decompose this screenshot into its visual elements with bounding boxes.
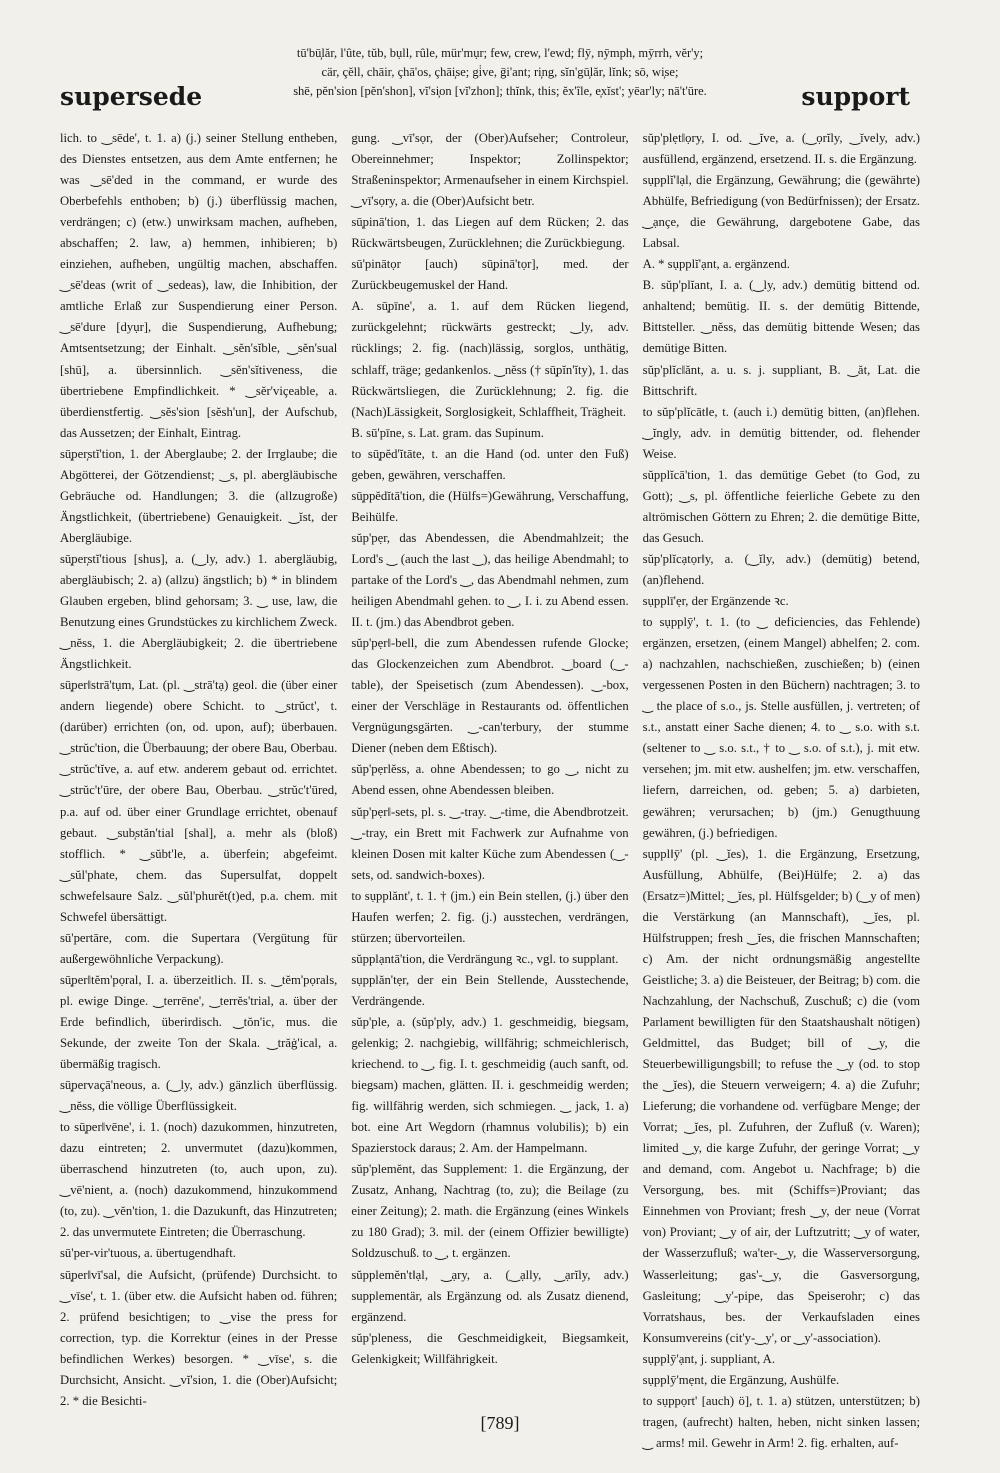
dictionary-entry: to sŭp'plĭcāt‖e, t. (auch i.) demütig bitten, (an)flehen. ‿ĭngly, adv. in demütig bittender, od. flehender Weise.	[642, 404, 920, 461]
dictionary-entry: sū'pertāre, com. die Supertara (Vergütung für außergewöhnliche Verpackung).	[60, 930, 338, 966]
dictionary-entry: to sụpplȳ', t. 1. (to ‿ deficiencies, das Fehlende) ergänzen, ersetzen, (einem Mangel) abhelfen; 2. com. a) nachzahlen, nachschießen, zuschießen; b) (einen vergessenen Posten in den Büchern) nachtragen; 3. to ‿ the place of s.o., js. Stelle ausfüllen, j. vertreten; of s.t., anstatt einer Sache dienen; 4. to ‿ s.o. with s.t. (seltener to ‿ s.o. s.t., † to ‿ s.o. of s.t.), j. mit etw. versehen; jm. mit etw. aushelfen; jm. etw. verschaffen, liefern, darreichen, od. geben; 5. a) darbieten, gewähren; verursachen; b) (jm.) Genugthuung gewähren, (j.) befriedigen.	[642, 615, 920, 840]
dictionary-entry: A. * sụpplĭ'ạnt, a. ergänzend.	[642, 257, 790, 272]
column-left	[60, 128, 337, 1413]
dictionary-entry: to sụpplănt', t. 1. † (jm.) ein Bein stellen, (j.) über den Haufen werfen; 2. fig. (j.) ausstechen, verdrängen, stürzen; übervorteilen.	[351, 888, 629, 945]
dictionary-entry: sŭp'plẹt‖ọry, I. od. ‿ĭve, a. (‿ọrĭly, ‿ĭvely, adv.) ausfüllend, ergänzend, ersetzend. II. s. die Ergänzung.	[642, 131, 920, 167]
column-right	[642, 128, 920, 1450]
dictionary-entry: sū̦per̦stĭ'tion, 1. der Aberglaube; 2. der Irrglaube; die Abgötterei, der Götzendienst; ‿s, pl. abergläubische Gebräuche od. Handlungen; 3. die (allzugroße) Ängstlichkeit, (übertriebene) Genauigkeit. ‿ĭst, der Abergläubige.	[60, 446, 338, 545]
dictionary-entry: sū̦per̦stĭ'tious [shus], a. (‿ly, adv.) 1. abergläubig, abergläubisch; 2. a) (allzu) ängstlich; b) * in blindem Glauben ergeben, blind gehorsam; 3. ‿ use, law, die Benutzung eines Grundstückes zu kirchlichem Zweck. ‿nĕss, 1. die Abergläubigkeit; 2. die übertriebene Ängstlichkeit.	[60, 551, 338, 672]
dictionary-entry: A. sū̦pīne', a. 1. auf dem Rücken liegend, zurückgelehnt; rückwärts gestreckt; ‿ly, adv. rücklings; 2. fig. (nach)lässig, sorglos, unthätig, schlaff, träge; gedankenlos. ‿nĕss († sū̦pĭn'ĭty), 1. das Rückwärtsliegen, die Zurücklehnung; 2. fig. die (Nach)Lässigkeit, Sorglosigkeit, Schlaffheit, Trägheit.	[351, 299, 629, 419]
dictionary-entry: sụpplȳ'ạnt, j. suppliant, A.	[642, 1351, 775, 1366]
dictionary-entry: sū̦ppĕdĭtā'tion, die (Hülfs=)Gewährung, Verschaffung, Beihülfe.	[351, 488, 629, 524]
right-running-headword: support	[801, 82, 910, 111]
dictionary-entry: sŭpplĭcā'tion, 1. das demütige Gebet (to God, zu Gott); ‿s, pl. öffentliche feierliche Gebete zu den altrömischen Göttern zu Ehren; 2. die demütige Bitte, das Gesuch.	[642, 467, 920, 545]
dictionary-entry: sŭp'pẹr‖-bell, die zum Abendessen rufende Glocke; das Glockenzeichen zum Abendbrot. ‿board (‿-table), der Speisetisch (zum Abendessen). ‿-box, einer der Verschläge in Restaurants od. öffentlichen Vergnügungsgärten. ‿-can'terbury, der stumme Diener (neben dem Eßtisch).	[351, 636, 629, 756]
dictionary-entry: lich. to ‿sēde', t. 1. a) (j.) seiner Stellung entheben, des Dienstes entsetzen, aus dem Amte entfernen; he was ‿sē'ded in the command, er wurde des Oberbefehls enthoben; b) (j.) überflüssig machen, verdrängen; c) (etw.) unwirksam machen, aufheben, abschaffen; 2. law, a) hemmen, inhibieren; b) einziehen, aufheben, ungültig machen, abschaffen. ‿sē'deas (writ of ‿sedeas), law, die Inhibition, der amtliche Erlaß zur Suspendierung einer Person. ‿sē'dure [dyụr], die Suspendierung, Aufhebung; Amtsentsetzung; der Einhalt. ‿sĕn'sĭble, ‿sĕn'sual [shū], a. übersinnlich. ‿sĕn'sĭtiveness, die übertriebene Empfindlichkeit. * ‿sĕr'viçeable, a. überdienstfertig. ‿sĕs'sion [sĕsh'un], der Aufschub, das Aussetzen; der Einhalt, Eintrag.	[60, 131, 338, 440]
dictionary-entry: to sū̦per‖vēne', i. 1. (noch) dazukommen, hinzutreten, dazu eintreten; 2. unvermutet (dazu)kommen, überraschend hinzutreten (to, auch upon, zu). ‿vē'nient, a. (noch) dazukommend, hinzukommend (to, zu). ‿vĕn'tion, 1. die Dazukunft, das Hinzutreten; 2. das unvermutete Eintreten; die Überraschung.	[60, 1120, 338, 1240]
dictionary-entry: sū̦per‖tĕm'pọral, I. a. überzeitlich. II. s. ‿tĕm'pọrals, pl. ewige Dinge. ‿terrēne', ‿terrĕs'trial, a. über der Erde befindlich, überirdisch. ‿tŏn'ic, mus. die Sekunde, der zweite Ton der Skala. ‿trăġ'ical, a. übermäßig tragisch.	[60, 972, 338, 1072]
left-running-headword: supersede	[60, 82, 203, 111]
dictionary-entry: sụpplĭ'‖ạl, die Ergänzung, Gewährung; die (gewährte) Abhülfe, Befriedigung (von Bedürfnissen); der Ersatz. ‿ạnçe, die Gewährung, dargebotene Gabe, das Labsal.	[642, 173, 920, 251]
dictionary-entry: sụppl‖ȳ' (pl. ‿ĭes), 1. die Ergänzung, Ersetzung, Ausfüllung, Abhülfe, (Bei)Hülfe; 2. a) das (Ersatz=)Mittel; ‿ĭes, pl. Hülfsgelder; b) (‿y of men) die Verstärkung (an Mannschaft), ‿ĭes, pl. Hülfstruppen; fresh ‿ĭes, die frischen Mannschaften; c) Am. der nicht ordnungsmäßig angestellte Geistliche; 3. a) die Beisteuer, der Beitrag; b) com. die Nachzahlung, der Nachschuß, Zuschuß; c) die (vom Parlament bewilligten für den Staatshaushalt nötigen) Geldmittel, das Budget; bill of ‿y, die Steuerbewilligungsbill; to refuse the ‿y (od. to stop the ‿ĭes), die Steuern verweigern; 4. a) die Zufuhr; Lieferung; die vorhandene od. verfügbare Menge; der Vorrat; ‿ĭes, pl. Zufuhren, der Zufluß (v. Waren); limited ‿y, die karge Zufuhr, der geringe Vorrat; ‿y and demand, com. Angebot u. Nachfrage; b) die Versorgung, bes. mit (Schiffs=)Proviant; das Einnehmen von Proviant; fresh ‿y, der neue (Vorrat von) Proviant; ‿y of air, der Luftzutritt; ‿y of water, der Wasserzufluß; wa'ter-‿y, die Wasserversorgung, Wasserleitung; gas'-‿y, die Gasversorgung, Gasleitung; ‿y'-pipe, das Speiserohr; c) das Vorratshaus, bes. der Verkaufsladen eines Konsumvereins (cit'y-‿y', or ‿y'-association).	[642, 846, 920, 1345]
dictionary-entry: sụpplȳ'mẹnt, die Ergänzung, Aushülfe.	[642, 1372, 840, 1387]
dictionary-entry: gung. ‿vī'sọr, der (Ober)Aufseher; Controleur, Obereinnehmer; Inspektor; Zollinspektor; Straßeninspektor; Armenaufseher in einem Kirchspiel. ‿vī'sọry, a. die (Ober)Aufsicht betr.	[351, 131, 629, 209]
dictionary-entry: sụpplī'ẹr, der Ergänzende ꝛc.	[642, 594, 789, 609]
dictionary-entry: sŭp'pẹr‖-sets, pl. s. ‿-tray. ‿-time, die Abendbrotzeit. ‿-tray, ein Brett mit Fachwerk zur Aufnahme von kleinen Dosen mit kalter Küche zum Abendessen (‿-sets, od. sandwich-boxes).	[351, 804, 629, 882]
dictionary-entry: sū̦pervaçā'neous, a. (‿ly, adv.) gänzlich überflüssig. ‿nĕss, die völlige Überflüssigkeit.	[60, 1078, 338, 1114]
dictionary-entry: sŭp'plĭcạtọr‖y, a. (‿ĭly, adv.) (demütig) betend, (an)flehend.	[642, 551, 920, 587]
dictionary-entry: B. sŭp'plĭant, I. a. (‿ly, adv.) demütig bittend od. anhaltend; bemütig. II. s. der demütig Bittende, Bittsteller. ‿nĕss, das demütig bittende Wesen; das demütige Bitten.	[642, 278, 920, 356]
dictionary-entry: sŭp'ple, a. (sŭp'ply, adv.) 1. geschmeidig, biegsam, gelenkig; 2. nachgiebig, willfährig; schmeichlerisch, kriechend. to ‿, fig. I. t. geschmeidig (auch sanft, od. biegsam) machen, glätten. II. i. geschmeidig werden; fig. willfährig werden, sich schmiegen. ‿ jack, 1. a) bot. eine Art Wegdorn (rhamnus volubilis); b) ein Spazierstock daraus; 2. Am. der Hampelmann.	[351, 1014, 629, 1156]
dictionary-entry: sŭp'pẹr, das Abendessen, die Abendmahlzeit; the Lord's ‿ (auch the last ‿), das heilige Abendmahl; to partake of the Lord's ‿, das Abendmahl nehmen, zum heiligen Abendmahl gehen. to ‿, I. i. zu Abend essen. II. t. (jm.) das Abendbrot geben.	[351, 530, 629, 630]
dictionary-entry: sū̦per‖vī'sal, die Aufsicht, (prüfende) Durchsicht. to ‿vīse', t. 1. (über etw. die Aufsicht haben od. führen; 2. prüfend besichtigen; to ‿vise the press for correction, typ. die Korrektur (eines in der Presse befindlichen Werkes) besorgen. * ‿vīse', s. die Durchsicht, Ansicht. ‿vĭ'sion, 1. die (Ober)Aufsicht; 2. * die Besichti-	[60, 1267, 338, 1408]
column-middle	[351, 128, 628, 1413]
dictionary-entry: sụpplăn'tẹr, der ein Bein Stellende, Ausstechende, Verdrängende.	[351, 972, 629, 1008]
dictionary-entry: to sū̦pĕd'ĭtāte, t. an die Hand (od. unter den Fuß) geben, gewähren, verschaffen.	[351, 446, 629, 482]
dictionary-entry: sū'per-vir'tuous, a. übertugendhaft.	[60, 1246, 236, 1261]
dictionary-entry: sŭpplemĕn't‖ạl, ‿ạry, a. (‿ạlly, ‿ạrĭly, adv.) supplementär, als Ergänzung od. als Zusatz dienend, ergänzend.	[351, 1267, 629, 1324]
dictionary-entry: sū̦per‖strā'tụm, Lat. (pl. ‿strā'tạ) geol. die (über einer andern liegende) obere Schicht. to ‿strŭct', t. (darüber) errichten (on, od. upon, auf); überbauen. ‿strŭc'tion, die Überbauung; der obere Bau, Oberbau. ‿strŭc'tĭve, a. auf etw. anderem gebaut od. errichtet. ‿strŭc't'ūre, der obere Bau, Oberbau. ‿strŭc't'ūred, p.a. auf od. über einer Grundlage errichtet, obenauf gebaut. ‿sub̦stăn'tial [shal], a. mehr als (bloß) stofflich. * ‿sŭbt'le, a. überfein; abgefeimt. ‿sŭl'phate, chem. das Supersulfat, doppelt schwefelsaure Salz. ‿sŭl'phurĕt(t)ed, p.a. chem. mit Schwefel übersättigt.	[60, 678, 338, 924]
pronunciation-key	[200, 44, 800, 101]
dictionary-entry: sū̦pinā'tion, 1. das Liegen auf dem Rücken; 2. das Rückwärtsbeugen, Zurücklehnen; die Zurückbiegung.	[351, 215, 629, 251]
dictionary-entry: to sụppọrt' [auch) ö], t. 1. a) stützen, unterstützen; b) tragen, (aufrecht) halten, heben, nicht sinken lassen; ‿ arms! mil. Gewehr in Arm! 2. fig. erhalten, auf-	[642, 1393, 920, 1450]
page-number: [789]	[480, 1413, 520, 1433]
dictionary-entry: sŭp'pẹrlĕss, a. ohne Abendessen; to go ‿, nicht zu Abend essen, ohne Abendessen bleiben.	[351, 762, 629, 798]
pronunciation-key-line: shē, pĕn'sion [pĕn'shon], vĭ'si̦on [vĭ'zhon]; thĭnk, this; ĕx'île, e̦xĭst'; yēar'ly; nā't'ūre.	[293, 84, 707, 98]
dictionary-entry: sŭpplạntā'tion, die Verdrängung ꝛc., vgl. to supplant.	[351, 951, 619, 966]
dictionary-entry: B. sū'pīne, s. Lat. gram. das Supinum.	[351, 425, 544, 440]
dictionary-entry: sū'pinātọr [auch) sū̦pinā'tọr], med. der Zurückbeugemuskel der Hand.	[351, 257, 629, 293]
dictionary-entry: sŭp'pleness, die Geschmeidigkeit, Biegsamkeit, Gelenkigkeit; Willfährigkeit.	[351, 1330, 629, 1366]
pronunciation-key-line: cär, çĕll, chāir, çhā'os, çhāi̦se; gi̇ve, ḡi'ant; ri̦ng, sĭn'gū̦lăr, lĭnk; sō, wi̦se;	[321, 65, 679, 79]
pronunciation-key-line: tū'bū̦lăr, l'ûte, tŭb, bụll, rûle, mür'mụr; few, crew, l'ewd; flȳ, nȳmph, mȳrrh, vĕr'y;	[296, 46, 704, 60]
dictionary-entry: sŭp'plemĕnt, das Supplement: 1. die Ergänzung, der Zusatz, Anhang, Nachtrag (to, zu); die Beilage (zu einer Zeitung); 2. math. die Ergänzung (eines Winkels zu 180 Grad); 3. mil. der (einem Offizier bewilligte) Soldzuschuß. to ‿, t. ergänzen.	[351, 1162, 629, 1261]
dictionary-entry: sŭp'plĭc‖ănt, a. u. s. j. suppliant, B. ‿ăt, Lat. die Bittschrift.	[642, 362, 920, 398]
